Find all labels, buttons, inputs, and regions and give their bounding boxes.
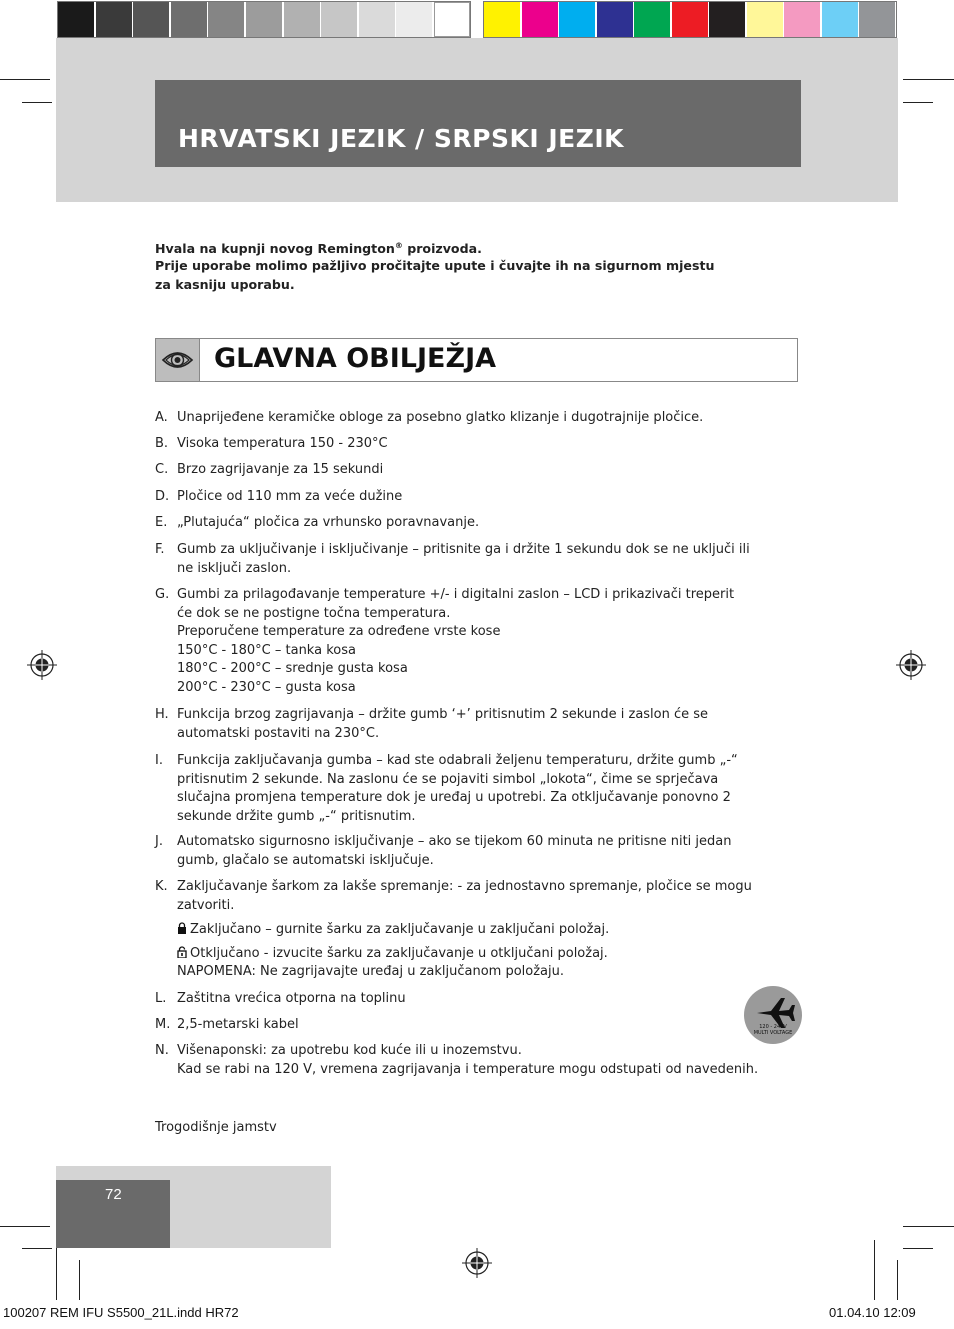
warranty-heading: Trogodišnje jamstv [155,1120,277,1135]
unlocked-position-text-row [177,945,795,964]
feature-item [155,488,795,507]
feature-text [177,435,795,454]
feature-text [177,514,795,533]
storage-note-row [177,963,795,982]
locked-position-text: Zaključano – gurnite šarku za zaključavanje u zaključani položaj. [190,922,610,937]
feature-item [155,541,795,578]
crop-mark [903,102,933,103]
feature-line: Gumbi za prilagođavanje temperature +/- i digitalni zaslon – LCD i prikazivači treperit [177,587,735,602]
lock-closed-icon [177,922,187,934]
crop-mark [903,79,954,80]
badge-voltage: 120 - 240V [759,1024,787,1030]
registration-mark-icon [27,650,57,680]
feature-letter: I. [155,753,163,768]
feature-text [177,706,795,743]
feature-item [155,514,795,533]
feature-line: će dok se ne postigne točna temperatura. [177,605,451,621]
crop-mark [903,1226,954,1227]
feature-text [177,1042,795,1079]
feature-line: sekunde držite gumb „-“ pritisnutim. [177,808,416,824]
color-frame [483,1,897,38]
feature-line: 180°C - 200°C – srednje gusta kosa [177,661,408,676]
feature-line: Funkcija brzog zagrijavanja – držite gumb ‘+’ pritisnutim 2 sekunde i zaslon će se [177,707,709,722]
intro-thanks-text: Hvala na kupnji novog Remington [155,241,395,257]
feature-item [155,833,795,870]
feature-letter: J. [155,834,163,849]
feature-text [177,990,795,1009]
feature-line: Funkcija zaključavanja gumba – kad ste odabrali željenu temperaturu, držite gumb „-“ [177,753,738,768]
intro-thanks [155,236,482,258]
date-slug: 01.04.10 12:09 [829,1305,916,1320]
locked-position-text-row [177,921,795,940]
intro-thanks-text-end: proizvoda. [402,241,482,257]
feature-text [177,1016,795,1035]
feature-line: Unaprijeđene keramičke obloge za posebno glatko klizanje i dugotrajnije pločice. [177,410,704,425]
feature-item [155,1016,795,1035]
feature-item [155,990,795,1009]
feature-letter: E. [155,515,168,530]
feature-line: Kad se rabi na 120 V, vremena zagrijavanja i temperature mogu odstupati od navedenih. [177,1061,759,1077]
feature-item [155,706,795,743]
feature-line: Pločice od 110 mm za veće dužine [177,489,403,504]
feature-line: ne isključi zaslon. [177,560,292,576]
feature-item [155,752,795,826]
section-icon-box [155,338,200,382]
feature-item [155,1042,795,1079]
feature-line: 150°C - 180°C – tanka kosa [177,642,356,658]
feature-line: 200°C - 230°C – gusta kosa [177,679,356,695]
registration-mark-icon [462,1248,492,1278]
feature-line: Automatsko sigurnosno isključivanje – ako se tijekom 60 minuta ne pritisne niti jedan [177,834,732,849]
feature-item [155,878,795,982]
crop-mark [79,1260,80,1300]
feature-letter: K. [155,879,168,894]
grayscale-frame [57,1,471,38]
feature-text [177,586,795,697]
feature-line: Preporučene temperature za određene vrste kose [177,624,501,639]
eye-icon [156,339,199,381]
badge-label [744,1024,802,1036]
page-number: 72 [105,1186,122,1203]
crop-mark [897,1260,898,1300]
feature-line: pritisnutim 2 sekunde. Na zaslonu će se pojaviti simbol „lokota“, čime se sprječava [177,771,719,787]
feature-letter: M. [155,1017,171,1032]
feature-letter: L. [155,991,167,1006]
crop-mark [903,1248,933,1249]
feature-letter: B. [155,436,169,451]
feature-line: Zaštitna vrećica otporna na toplinu [177,991,406,1006]
feature-text [177,752,795,826]
page-title: HRVATSKI JEZIK / SRPSKI JEZIK [178,124,625,153]
feature-letter: A. [155,410,168,425]
intro-instruction-cont: za kasniju uporabu. [155,277,295,292]
storage-note: NAPOMENA: Ne zagrijavajte uređaj u zaključanom položaju. [177,964,565,979]
registration-mark-icon [896,650,926,680]
section-title: GLAVNA OBILJEŽJA [214,343,497,374]
feature-line: slučajna promjena temperature dok je uređaj u upotrebi. Za otključavanje ponovno 2 [177,790,731,805]
feature-text [177,461,795,480]
feature-line: Gumb za uključivanje i isključivanje – pritisnite ga i držite 1 sekundu dok se ne uključi ili [177,542,750,557]
feature-item [155,461,795,480]
feature-line: automatski postaviti na 230°C. [177,725,380,741]
feature-text [177,878,795,982]
feature-line: Višenaponski: za upotrebu kod kuće ili u inozemstvu. [177,1043,522,1058]
feature-line: „Plutajuća“ pločica za vrhunsko poravnavanje. [177,515,480,530]
crop-mark [22,1248,52,1249]
feature-letter: H. [155,707,169,722]
crop-mark [0,79,50,80]
crop-mark [0,1226,50,1227]
badge-caption: MULTI VOLTAGE [753,1030,793,1036]
feature-letter: D. [155,489,170,504]
lock-open-icon [177,946,187,958]
crop-mark [56,1240,57,1300]
feature-line: zatvoriti. [177,897,235,913]
feature-line: 2,5-metarski kabel [177,1017,299,1032]
feature-text [177,488,795,507]
feature-text [177,833,795,870]
file-slug: 100207 REM IFU S5500_21L.indd HR72 [3,1305,239,1320]
feature-letter: N. [155,1043,169,1058]
intro-instruction: Prije uporabe molimo pažljivo pročitajte upute i čuvajte ih na sigurnom mjestu [155,258,715,273]
unlocked-position-text: Otključano - izvucite šarku za zaključavanje u otključani položaj. [190,945,608,961]
registered-mark: ® [394,241,403,250]
crop-mark [22,102,52,103]
feature-text [177,541,795,578]
feature-letter: C. [155,462,169,477]
feature-letter: F. [155,542,165,557]
feature-line: gumb, glačalo se automatski isključuje. [177,852,434,868]
feature-line: Visoka temperatura 150 - 230°C [177,436,388,451]
feature-line: Zaključavanje šarkom za lakše spremanje: - za jednostavno spremanje, pločice se mogu [177,879,752,894]
feature-item [155,435,795,454]
feature-line: Brzo zagrijavanje za 15 sekundi [177,462,384,477]
feature-text [177,409,795,428]
crop-mark [874,1240,875,1300]
feature-item [155,586,795,697]
feature-letter: G. [155,587,170,602]
feature-item [155,409,795,428]
